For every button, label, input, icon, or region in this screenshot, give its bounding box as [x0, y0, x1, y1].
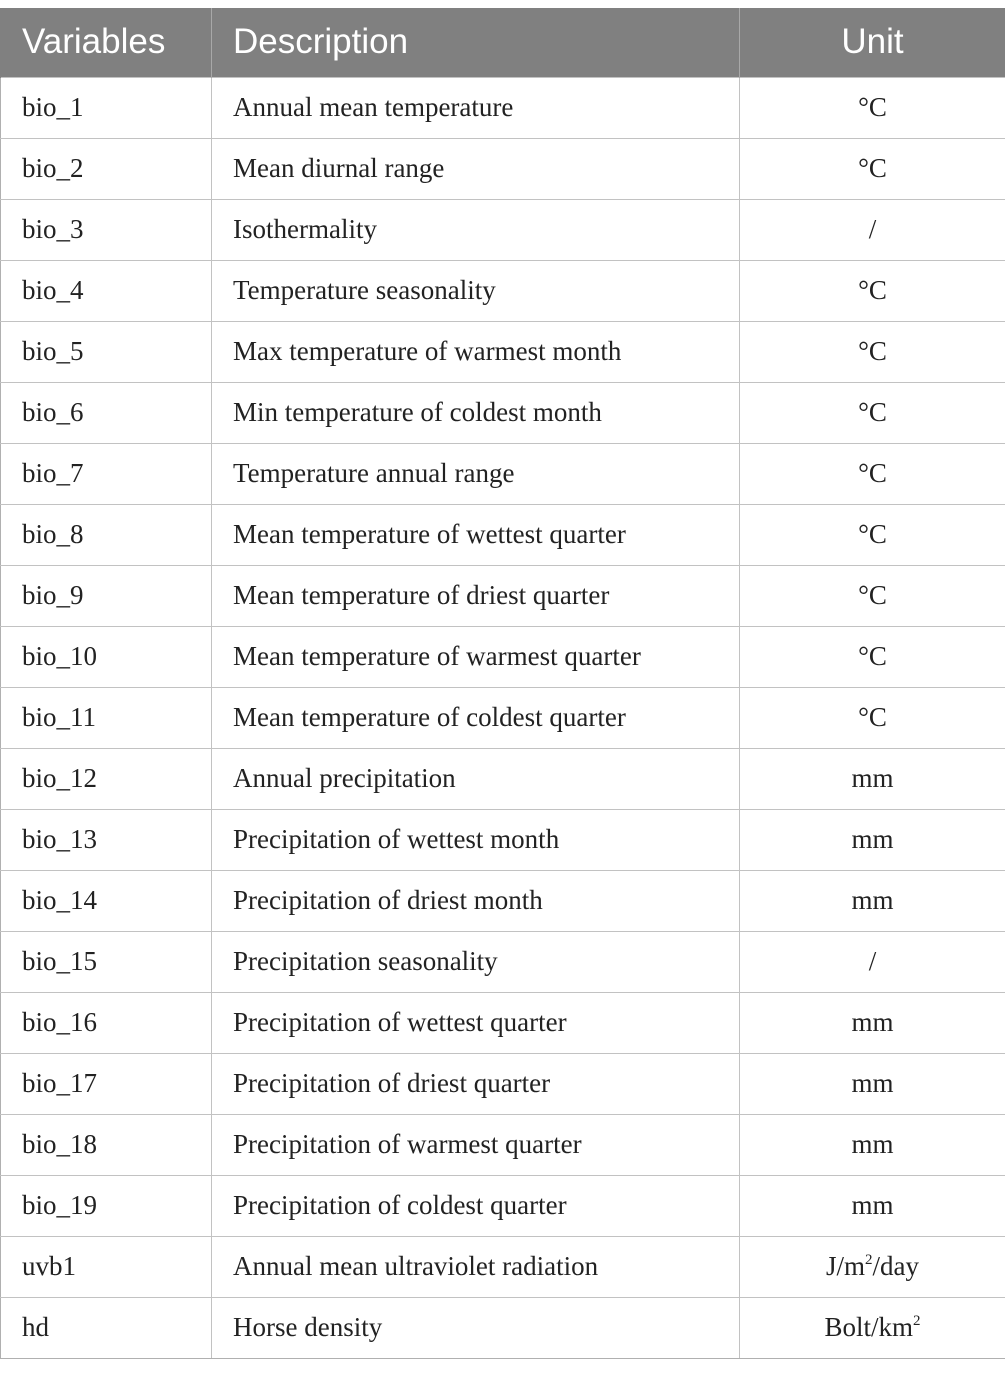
header-row [1, 8, 1005, 77]
cell-variable: bio_9 [1, 565, 212, 626]
table-row [1, 870, 1005, 931]
cell-description: Precipitation of wettest month [212, 809, 740, 870]
cell-unit: mm [740, 1053, 1005, 1114]
cell-unit: °C [740, 321, 1005, 382]
table-row [1, 1053, 1005, 1114]
table-row [1, 504, 1005, 565]
unit-suffix: /day [872, 1251, 919, 1281]
cell-description: Precipitation of warmest quarter [212, 1114, 740, 1175]
cell-unit [740, 1236, 1005, 1297]
table-row [1, 1175, 1005, 1236]
cell-unit: mm [740, 870, 1005, 931]
cell-variable: bio_13 [1, 809, 212, 870]
cell-description: Mean temperature of coldest quarter [212, 687, 740, 748]
table-body [1, 77, 1005, 1358]
cell-variable: bio_10 [1, 626, 212, 687]
cell-variable: bio_11 [1, 687, 212, 748]
table-row [1, 1297, 1005, 1358]
cell-description: Max temperature of warmest month [212, 321, 740, 382]
cell-description: Mean temperature of warmest quarter [212, 626, 740, 687]
cell-variable: bio_18 [1, 1114, 212, 1175]
cell-variable: bio_2 [1, 138, 212, 199]
cell-variable: hd [1, 1297, 212, 1358]
cell-description: Mean diurnal range [212, 138, 740, 199]
cell-variable: bio_12 [1, 748, 212, 809]
table-row [1, 382, 1005, 443]
table-row [1, 1236, 1005, 1297]
header-unit: Unit [740, 8, 1005, 77]
table-row [1, 1114, 1005, 1175]
cell-description: Temperature seasonality [212, 260, 740, 321]
cell-description: Precipitation seasonality [212, 931, 740, 992]
cell-unit: °C [740, 77, 1005, 138]
unit-base: J/m [825, 1251, 865, 1281]
cell-description: Precipitation of coldest quarter [212, 1175, 740, 1236]
unit-superscript: 2 [865, 1252, 873, 1268]
cell-variable: uvb1 [1, 1236, 212, 1297]
cell-unit: mm [740, 809, 1005, 870]
cell-unit: °C [740, 565, 1005, 626]
cell-description: Mean temperature of wettest quarter [212, 504, 740, 565]
table-row [1, 748, 1005, 809]
table-row [1, 687, 1005, 748]
cell-description: Precipitation of wettest quarter [212, 992, 740, 1053]
cell-unit: mm [740, 992, 1005, 1053]
cell-unit: °C [740, 626, 1005, 687]
cell-variable: bio_4 [1, 260, 212, 321]
unit-base: Bolt/km [824, 1312, 913, 1342]
cell-description: Annual mean ultraviolet radiation [212, 1236, 740, 1297]
table-row [1, 992, 1005, 1053]
table-header [1, 8, 1005, 77]
cell-unit: °C [740, 504, 1005, 565]
cell-unit [740, 1297, 1005, 1358]
header-description: Description [212, 8, 740, 77]
cell-unit: °C [740, 260, 1005, 321]
cell-description: Horse density [212, 1297, 740, 1358]
cell-description: Annual mean temperature [212, 77, 740, 138]
cell-unit: °C [740, 138, 1005, 199]
table-row [1, 77, 1005, 138]
header-variables: Variables [1, 8, 212, 77]
cell-variable: bio_3 [1, 199, 212, 260]
table-row [1, 260, 1005, 321]
table-row [1, 809, 1005, 870]
cell-unit: mm [740, 1175, 1005, 1236]
cell-description: Annual precipitation [212, 748, 740, 809]
cell-variable: bio_15 [1, 931, 212, 992]
unit-superscript: 2 [913, 1313, 921, 1329]
cell-description: Min temperature of coldest month [212, 382, 740, 443]
variables-table [0, 8, 1005, 1359]
table-row [1, 931, 1005, 992]
cell-description: Precipitation of driest month [212, 870, 740, 931]
cell-unit: / [740, 199, 1005, 260]
table-row [1, 138, 1005, 199]
cell-description: Mean temperature of driest quarter [212, 565, 740, 626]
cell-unit: °C [740, 687, 1005, 748]
cell-variable: bio_6 [1, 382, 212, 443]
table-row [1, 443, 1005, 504]
cell-variable: bio_5 [1, 321, 212, 382]
table-row [1, 626, 1005, 687]
cell-variable: bio_1 [1, 77, 212, 138]
cell-variable: bio_19 [1, 1175, 212, 1236]
cell-variable: bio_17 [1, 1053, 212, 1114]
cell-unit: mm [740, 748, 1005, 809]
cell-unit: °C [740, 443, 1005, 504]
cell-unit: / [740, 931, 1005, 992]
cell-unit: mm [740, 1114, 1005, 1175]
table-row [1, 199, 1005, 260]
variables-table-container [0, 8, 1005, 1359]
table-row [1, 321, 1005, 382]
table-row [1, 565, 1005, 626]
cell-variable: bio_7 [1, 443, 212, 504]
cell-variable: bio_8 [1, 504, 212, 565]
cell-variable: bio_14 [1, 870, 212, 931]
cell-description: Isothermality [212, 199, 740, 260]
cell-description: Temperature annual range [212, 443, 740, 504]
cell-variable: bio_16 [1, 992, 212, 1053]
cell-description: Precipitation of driest quarter [212, 1053, 740, 1114]
cell-unit: °C [740, 382, 1005, 443]
